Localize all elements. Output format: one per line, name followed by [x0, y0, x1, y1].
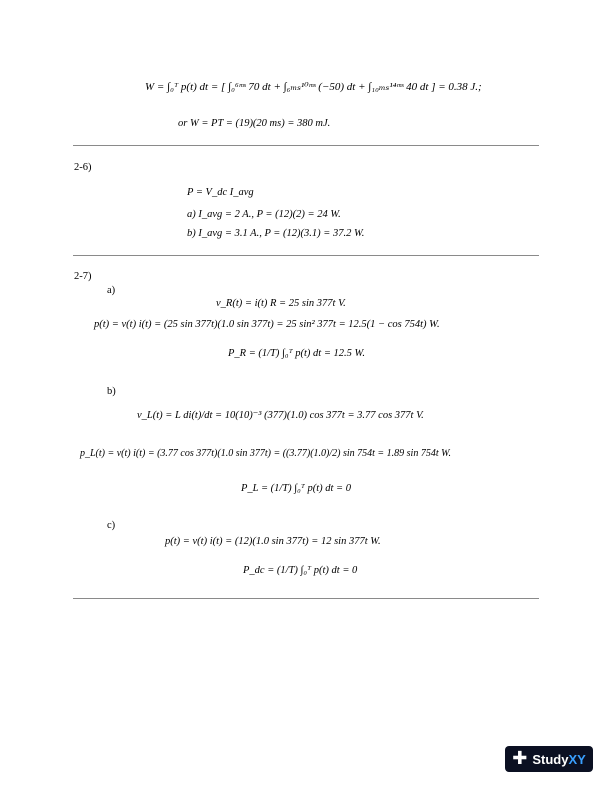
part-label: c) [107, 520, 116, 531]
equation-inductor-power: p_L(t) = v(t) i(t) = (3.77 cos 377t)(1.0 sin 377t) = ((3.77)(1.0)/2) sin 754t = 1.89 sin 754t W. [80, 448, 452, 459]
divider [73, 145, 539, 146]
equation-power-definition: P = V_dc I_avg [187, 187, 254, 198]
part-label: b) [107, 386, 116, 397]
equation-resistor-voltage: v_R(t) = i(t) R = 25 sin 377t V. [216, 298, 346, 309]
equation-energy-product: or W = PT = (19)(20 ms) = 380 mJ. [178, 118, 331, 129]
equation-resistor-average-power: P_R = (1/T) ∫₀ᵀ p(t) dt = 12.5 W. [228, 348, 365, 359]
brand-name: StudyXY [532, 751, 586, 767]
part-label: a) [107, 285, 116, 296]
equation-dc-average-power: P_dc = (1/T) ∫₀ᵀ p(t) dt = 0 [243, 565, 358, 576]
studyxy-logo [505, 746, 593, 772]
equation-part-a: a) I_avg = 2 A., P = (12)(2) = 24 W. [187, 209, 341, 220]
problem-label: 2-6) [74, 162, 92, 173]
equation-dc-power: p(t) = v(t) i(t) = (12)(1.0 sin 377t) = 12 sin 377t W. [165, 536, 381, 547]
equation-inductor-average-power: P_L = (1/T) ∫₀ᵀ p(t) dt = 0 [241, 483, 352, 494]
equation-resistor-power: p(t) = v(t) i(t) = (25 sin 377t)(1.0 sin 377t) = 25 sin² 377t = 12.5(1 − cos 754t) W. [94, 319, 440, 330]
equation-inductor-voltage: v_L(t) = L di(t)/dt = 10(10)⁻³ (377)(1.0) cos 377t = 3.77 cos 377t V. [137, 410, 424, 421]
equation-part-b: b) I_avg = 3.1 A., P = (12)(3.1) = 37.2 W. [187, 228, 365, 239]
divider [73, 255, 539, 256]
equation-energy-integral: W = ∫₀ᵀ p(t) dt = [ ∫₀⁶ᵐˢ 70 dt + ∫₆ₘₛ¹⁰ᵐˢ (−50) dt + ∫₁₀ₘₛ¹⁴ᵐˢ 40 dt ] = 0.38 J.; [145, 81, 482, 93]
problem-label: 2-7) [74, 271, 92, 282]
divider [73, 598, 539, 599]
plus-icon: ✚ [512, 747, 528, 768]
